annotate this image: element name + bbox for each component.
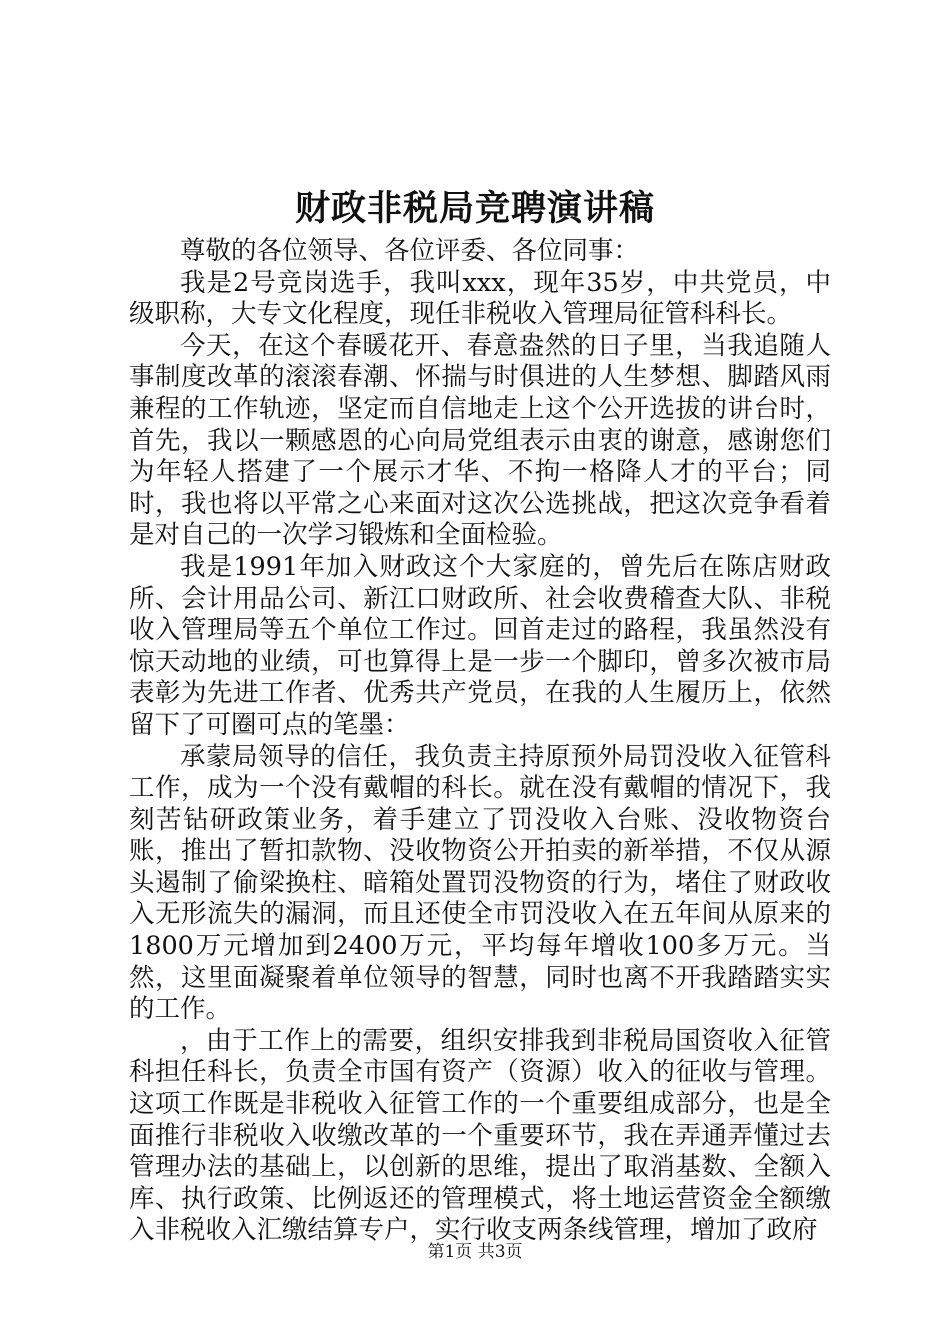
paragraph-salutation: 尊敬的各位领导、各位评委、各位同事： — [180, 236, 640, 266]
paragraph-state-assets-section: ，由于工作上的需要，组织安排我到非税局国资收入征管科担任科长，负责全市国有资产（资源）收入的征收与管理。这项工作既是非税收入征管工作的一个重要组成部分，也是全面推行非税收入收缴改革的一个重要环节，我在弄通弄懂过去管理办法的基础上，以创新的思维，提出了取消基数、全额入库、执行政策、比例返还的管理模式，将土地运营资金全额缴入非税收入汇缴结算专户，实行收支两条线管理，增加了政府 — [129, 1025, 831, 1246]
document-title: 财政非税局竞聘演讲稿 — [294, 188, 655, 229]
paragraph-career-history: 我是1991年加入财政这个大家庭的，曾先后在陈店财政所、会计用品公司、新江口财政所、社会收费稽查大队、非税收入管理局等五个单位工作过。回首走过的路程，我虽然没有惊天动地的业绩，可也算得上是一步一个脚印，曾多次被市局表彰为先进工作者、优秀共产党员，在我的人生履历上，依然留下了可圈可点的笔墨： — [129, 551, 831, 740]
page-footer: 第1页 共3页 — [427, 1242, 523, 1262]
paragraph-fines-section: 承蒙局领导的信任，我负责主持原预外局罚没收入征管科工作，成为一个没有戴帽的科长。就在没有戴帽的情况下，我刻苦钻研政策业务，着手建立了罚没收入台账、没收物资台账，推出了暂扣款物、没收物资公开拍卖的新举措，不仅从源头遏制了偷梁换柱、暗箱处置罚没物资的行为，堵住了财政收入无形流失的漏洞，而且还使全市罚没收入在五年间从原来的1800万元增加到2400万元，平均每年增收100多万元。当然，这里面凝聚着单位领导的智慧，同时也离不开我踏踏实实的工作。 — [129, 741, 831, 1025]
paragraph-introduction: 我是2号竞岗选手，我叫xxx，现年35岁，中共党员，中级职称，大专文化程度，现任非税收入管理局征管科科长。 — [129, 267, 831, 330]
document-body — [129, 236, 831, 1247]
paragraph-gratitude: 今天，在这个春暖花开、春意盎然的日子里，当我追随人事制度改革的滚滚春潮、怀揣与时俱进的人生梦想、脚踏风雨兼程的工作轨迹，坚定而自信地走上这个公开选拔的讲台时，首先，我以一颗感恩的心向局党组表示由衷的谢意，感谢您们为年轻人搭建了一个展示才华、不拘一格降人才的平台；同时，我也将以平常之心来面对这次公选挑战，把这次竞争看着是对自己的一次学习锻炼和全面检验。 — [129, 330, 831, 551]
